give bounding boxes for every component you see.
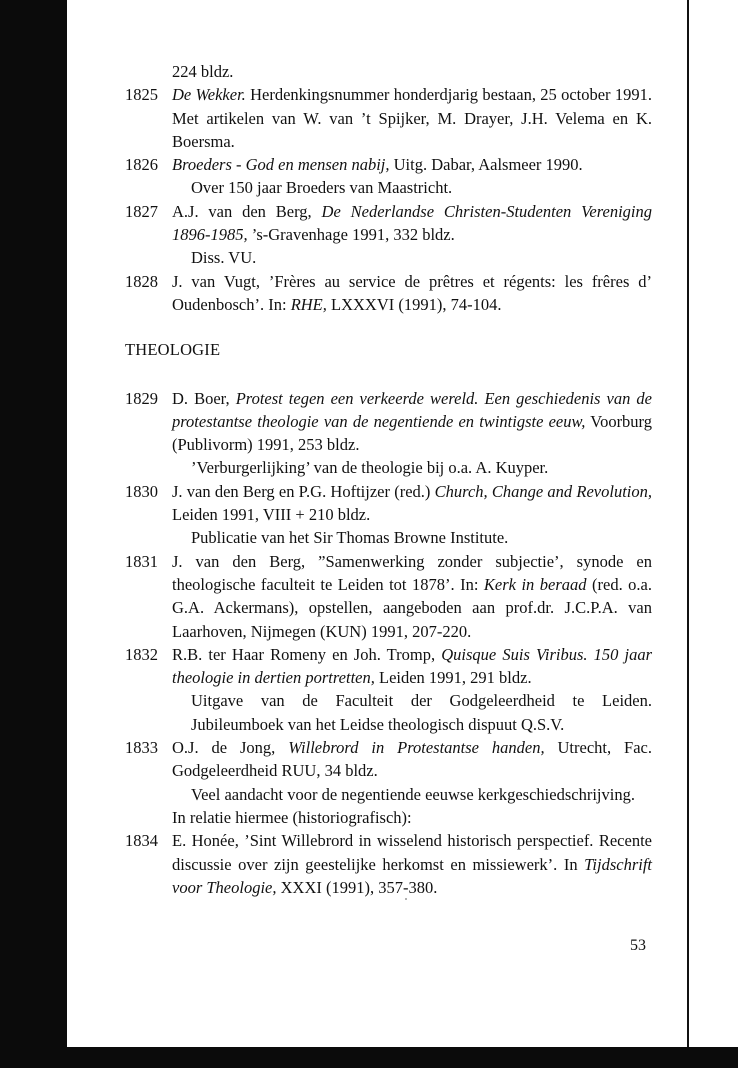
bibliography-entry — [125, 200, 652, 270]
bibliography-entry — [125, 736, 652, 829]
entry-details: Leiden 1991, VIII + 210 bldz. — [172, 505, 371, 525]
entry-number: 1828 — [125, 271, 158, 291]
entry-title: Broeders - God en mensen nabij, — [172, 155, 390, 175]
entry-author: J. van den Berg en P.G. Hoftijzer (red.) — [172, 481, 435, 501]
section-heading: THEOLOGIE — [125, 340, 221, 360]
continuation-line — [125, 60, 652, 83]
entry-title: Quisque Suis Viribus. 150 jaar theologie in dertien portretten, — [172, 644, 652, 688]
entry-note: Over 150 jaar Broeders van Maastricht. — [191, 178, 453, 198]
entry-number: 1825 — [125, 85, 158, 105]
entry-title: De Nederlandse Christen-Studenten Vereniging 1896-1985, — [172, 201, 652, 245]
entry-note: Publicatie van het Sir Thomas Browne Institute. — [191, 528, 509, 548]
entry-author: D. Boer, — [172, 388, 236, 408]
entry-number: 1830 — [125, 481, 158, 501]
entry-author: R.B. ter Haar Romeny en Joh. Tromp, — [172, 644, 442, 664]
entry-author: A.J. van den Berg, — [172, 201, 322, 221]
page-content — [125, 60, 652, 899]
entry-number: 1831 — [125, 551, 158, 571]
entry-details: Herdenkingsnummer honderdjarig bestaan, 25 october 1991. Met artikelen van W. van ’t Spijker, M. Drayer, J.H. Velema en K. Boersma. — [172, 85, 652, 151]
entry-number: 1834 — [125, 831, 158, 851]
entry-author: J. van Vugt, ’Frères au service de prêtres et régents: les frêres d’ Oudenbosch’. In: — [172, 271, 652, 314]
entry-details: Leiden 1991, 291 bldz. — [374, 668, 532, 688]
entry-title: De Wekker. — [172, 85, 246, 105]
bibliography-entry — [125, 829, 652, 899]
entry-details: (red. o.a. G.A. Ackermans), opstellen, aangeboden aan prof.dr. J.C.P.A. van Laarhoven, Nijmegen (KUN) 1991, 207-220. — [172, 574, 653, 641]
bibliography-entry — [125, 480, 652, 550]
entry-remark: In relatie hiermee (historiografisch): — [172, 807, 412, 827]
bibliography-entry — [125, 270, 652, 317]
scan-border-bottom — [0, 1047, 738, 1068]
entry-title: Protest tegen een verkeerde wereld. Een geschiedenis van de protestantse theologie van de negentiende en twintigste eeuw, — [172, 388, 652, 431]
entry-title: RHE, — [290, 294, 327, 314]
entry-number: 1829 — [125, 388, 158, 408]
entry-note: Uitgave van de Faculteit der Godgeleerdheid te Leiden. Jubileumboek van het Leidse theologisch dispuut Q.S.V. — [191, 691, 652, 734]
bibliography-entry — [125, 83, 652, 153]
entry-number: 1832 — [125, 644, 158, 664]
entry-details: Uitg. Dabar, Aalsmeer 1990. — [389, 155, 583, 175]
entry-note: Veel aandacht voor de negentiende eeuwse kerkgeschiedschrijving. — [191, 784, 635, 804]
entry-details: XXXI (1991), 357-380. — [276, 877, 438, 897]
entry-details: ’s-Gravenhage 1991, 332 bldz. — [247, 225, 455, 245]
bibliography-entry — [125, 550, 652, 643]
scan-border-right — [687, 0, 689, 1047]
page-number: 53 — [630, 937, 646, 954]
entry-note: Diss. VU. — [191, 248, 257, 268]
entry-details: Voorburg (Publivorm) 1991, 253 bldz. — [172, 411, 653, 455]
bibliography-entry — [125, 643, 652, 736]
bibliography-entry — [125, 387, 652, 480]
entry-number: 1826 — [125, 155, 158, 175]
entry-title: Kerk in beraad — [483, 574, 587, 594]
entry-number: 1833 — [125, 738, 158, 758]
page-count-text: 224 bldz. — [172, 62, 234, 81]
entry-author: J. van den Berg, ”Samenwerking zonder subjectie’, synode en theologische faculteit te Leiden tot 1878’. In: — [172, 551, 652, 594]
entry-title: Church, Change and Revolution, — [434, 481, 653, 501]
entry-note: ’Verburgerlijking’ van de theologie bij o.a. A. Kuyper. — [191, 458, 549, 478]
scan-border-left — [0, 0, 67, 1068]
entry-number: 1827 — [125, 201, 158, 221]
entry-title: Tijdschrift voor Theologie, — [172, 854, 652, 897]
bibliography-entry — [125, 153, 652, 200]
entry-title: Willebrord in Protestantse handen, — [288, 738, 545, 758]
entry-author: E. Honée, ’Sint Willebrord in wisselend historisch perspectief. Recente discussie over zijn geestelijke herkomst en missiewerk’. In — [172, 831, 652, 874]
entry-author: O.J. de Jong, — [172, 738, 289, 758]
entry-details: Utrecht, Fac. Godgeleerdheid RUU, 34 bldz. — [172, 738, 652, 781]
entry-details: LXXXVI (1991), 74-104. — [326, 294, 502, 314]
scan-speck — [405, 898, 407, 900]
